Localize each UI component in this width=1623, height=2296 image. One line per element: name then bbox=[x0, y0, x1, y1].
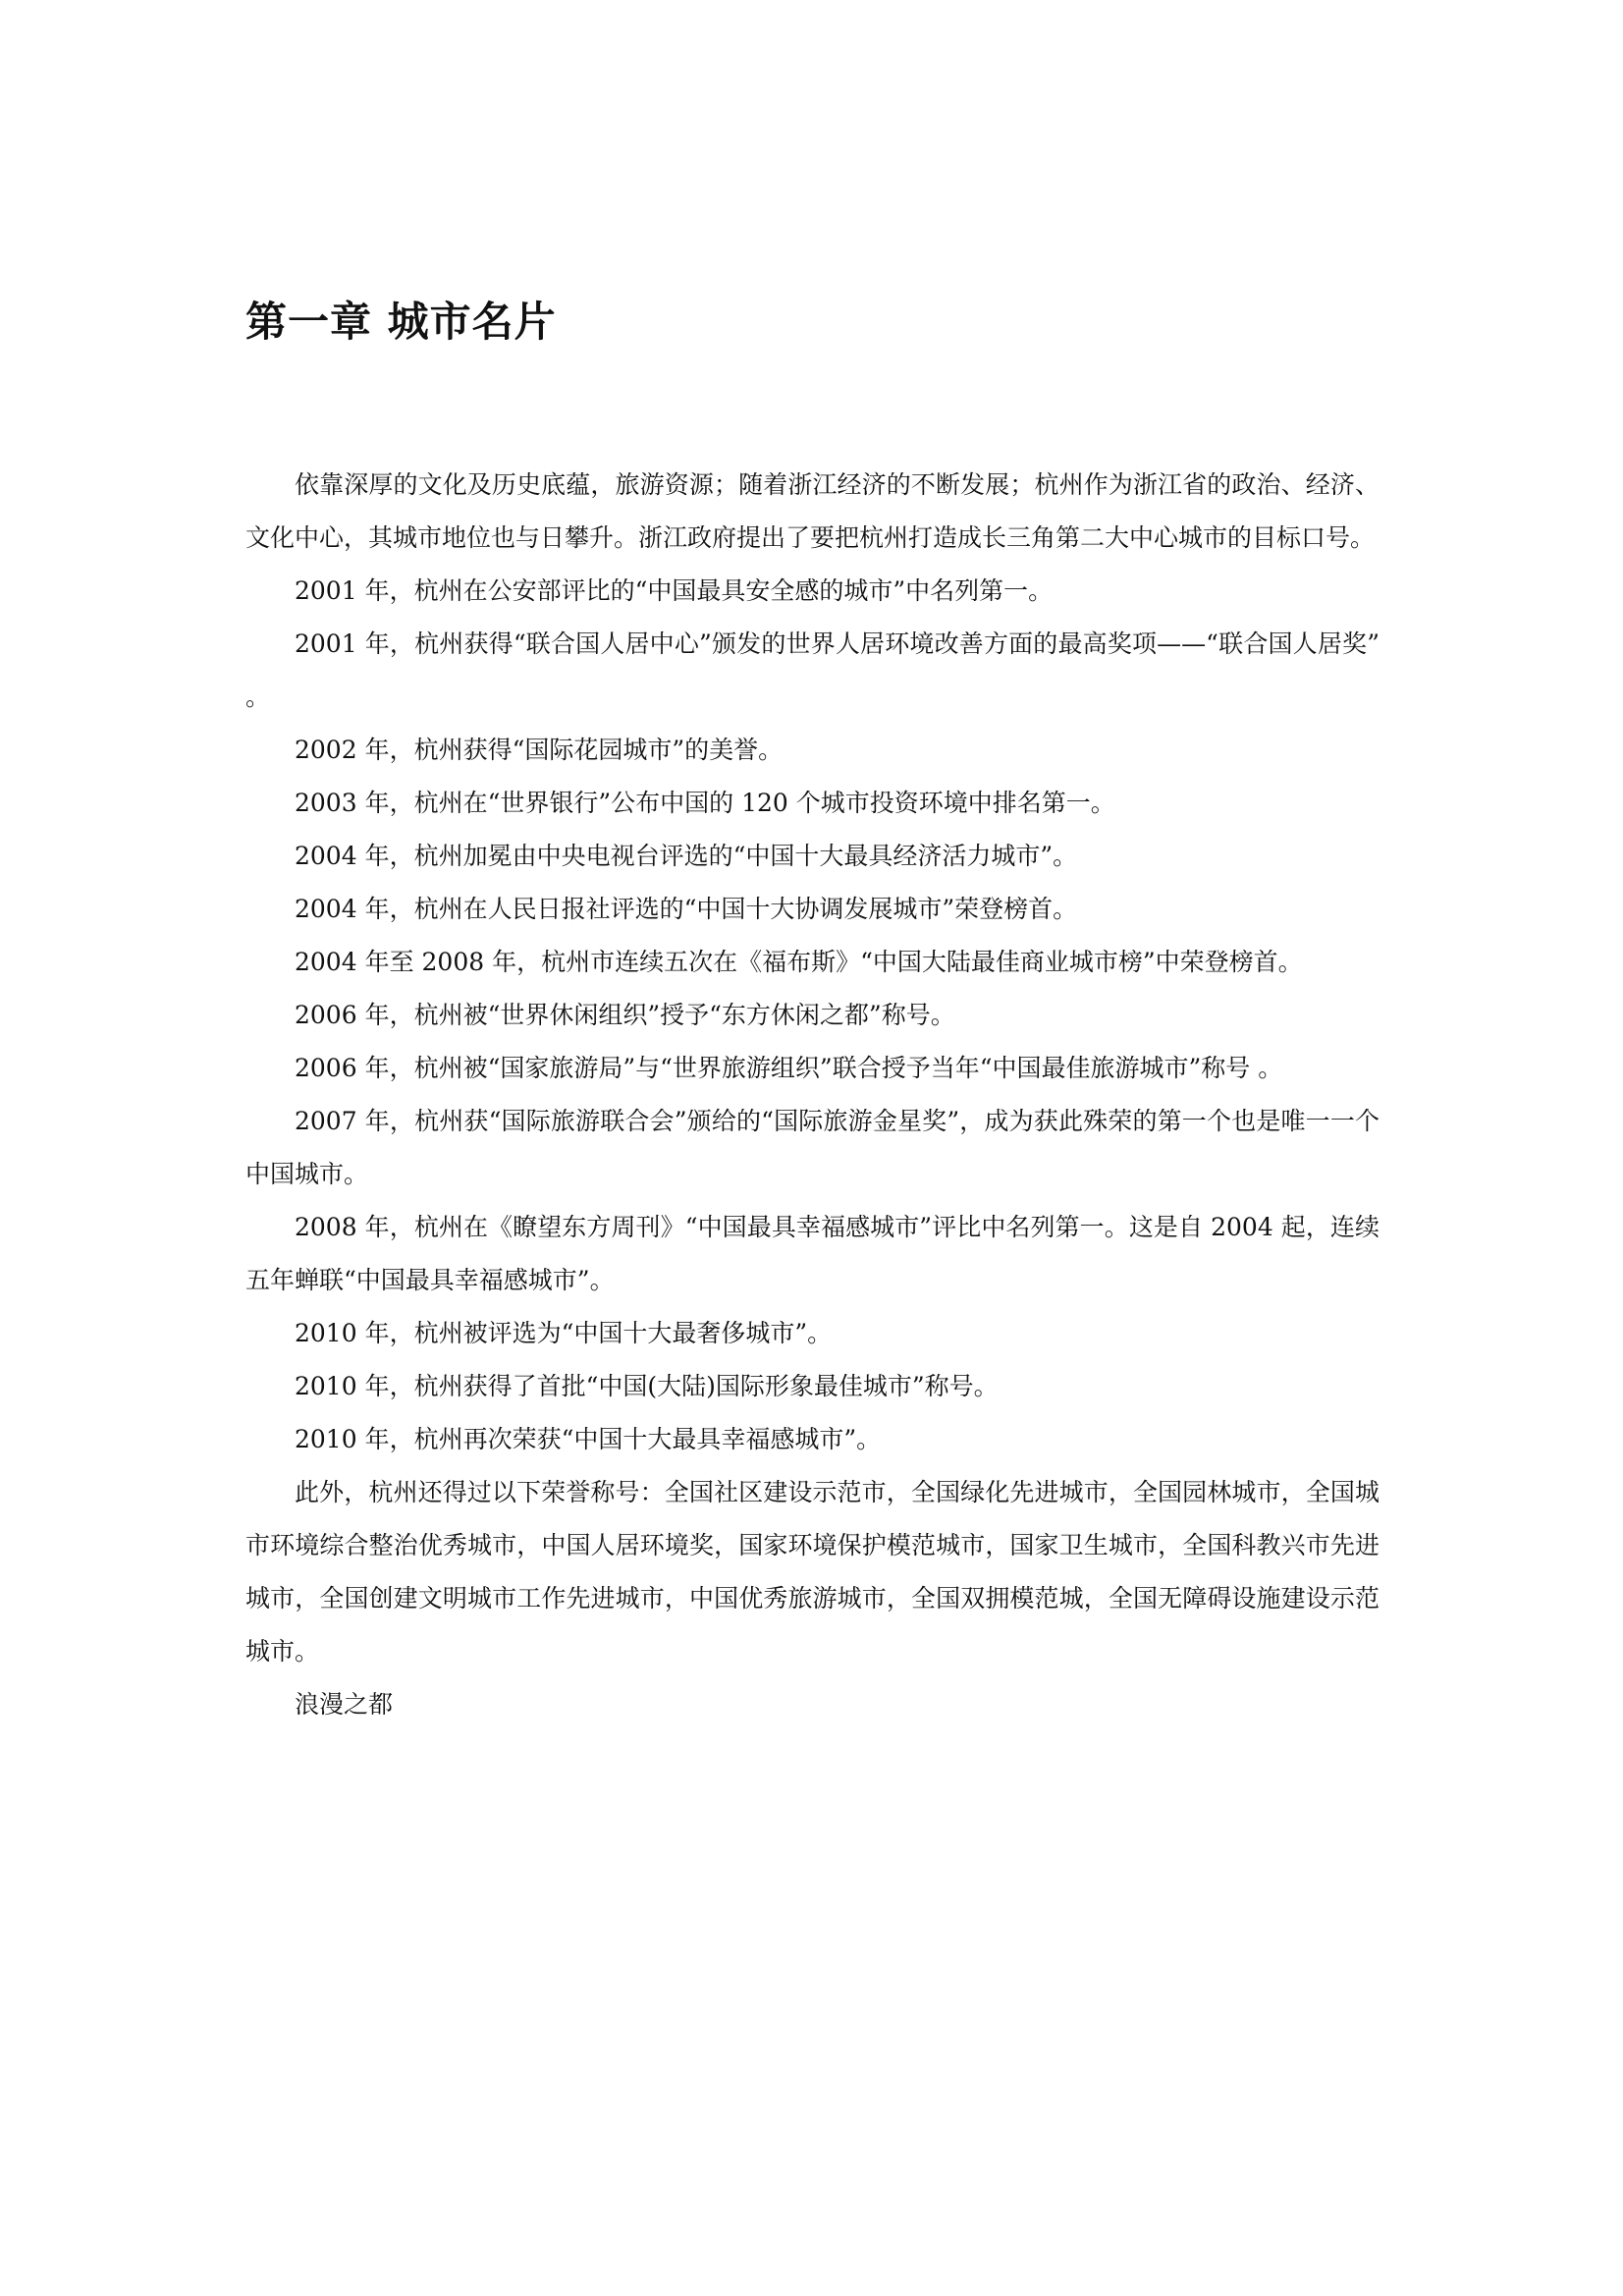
body-text bbox=[245, 459, 1380, 1731]
paragraph-honor: 2004 年，杭州在人民日报社评选的“中国十大协调发展城市”荣登榜首。 bbox=[295, 895, 1078, 923]
paragraph-honor: 2002 年，杭州获得“国际花园城市”的美誉。 bbox=[295, 736, 784, 764]
paragraph-honor: 2004 年至 2008 年，杭州市连续五次在《福布斯》“中国大陆最佳商业城市榜”中荣登榜首。 bbox=[295, 948, 1303, 976]
paragraph-honor: 2003 年，杭州在“世界银行”公布中国的 120 个城市投资环境中排名第一。 bbox=[295, 789, 1115, 817]
paragraph-honors-summary: 此外，杭州还得过以下荣誉称号：全国社区建设示范市，全国绿化先进城市，全国园林城市，全国城市环境综合整治优秀城市，中国人居环境奖，国家环境保护模范城市，国家卫生城市，全国科教兴市先进城市，全国创建文明城市工作先进城市，中国优秀旅游城市，全国双拥模范城，全国无障碍设施建设示范城市。 bbox=[245, 1478, 1380, 1666]
paragraph-honor: 2010 年，杭州再次荣获“中国十大最具幸福感城市”。 bbox=[295, 1425, 882, 1453]
paragraph-honor: 2001 年，杭州在公安部评比的“中国最具安全感的城市”中名列第一。 bbox=[295, 576, 1054, 605]
paragraph-honor: 2001 年，杭州获得“联合国人居中心”颁发的世界人居环境改善方面的最高奖项——“联合国人居奖” 。 bbox=[245, 629, 1380, 711]
paragraph-honor: 2010 年，杭州被评选为“中国十大最奢侈城市”。 bbox=[295, 1319, 833, 1347]
paragraph-honor: 2008 年，杭州在《瞭望东方周刊》“中国最具幸福感城市”评比中名列第一。这是自 2004 起，连续五年蝉联“中国最具幸福感城市”。 bbox=[245, 1213, 1380, 1294]
paragraph-honor: 2010 年，杭州获得了首批“中国(大陆)国际形象最佳城市”称号。 bbox=[295, 1372, 999, 1400]
paragraph-honor: 2006 年，杭州被“国家旅游局”与“世界旅游组织”联合授予当年“中国最佳旅游城市”称号 。 bbox=[295, 1054, 1283, 1082]
chapter-title: 第一章 城市名片 bbox=[245, 298, 557, 346]
section-heading: 浪漫之都 bbox=[295, 1690, 394, 1719]
paragraph-honor: 2006 年，杭州被“世界休闲组织”授予“东方休闲之都”称号。 bbox=[295, 1001, 955, 1029]
paragraph-honor: 2007 年，杭州获“国际旅游联合会”颁给的“国际旅游金星奖”，成为获此殊荣的第一个也是唯一一个中国城市。 bbox=[245, 1107, 1380, 1188]
paragraph-honor: 2004 年，杭州加冕由中央电视台评选的“中国十大最具经济活力城市”。 bbox=[295, 842, 1078, 870]
paragraph-intro: 依靠深厚的文化及历史底蕴，旅游资源；随着浙江经济的不断发展；杭州作为浙江省的政治、经济、文化中心，其城市地位也与日攀升。浙江政府提出了要把杭州打造成长三角第二大中心城市的目标口号。 bbox=[245, 470, 1380, 552]
